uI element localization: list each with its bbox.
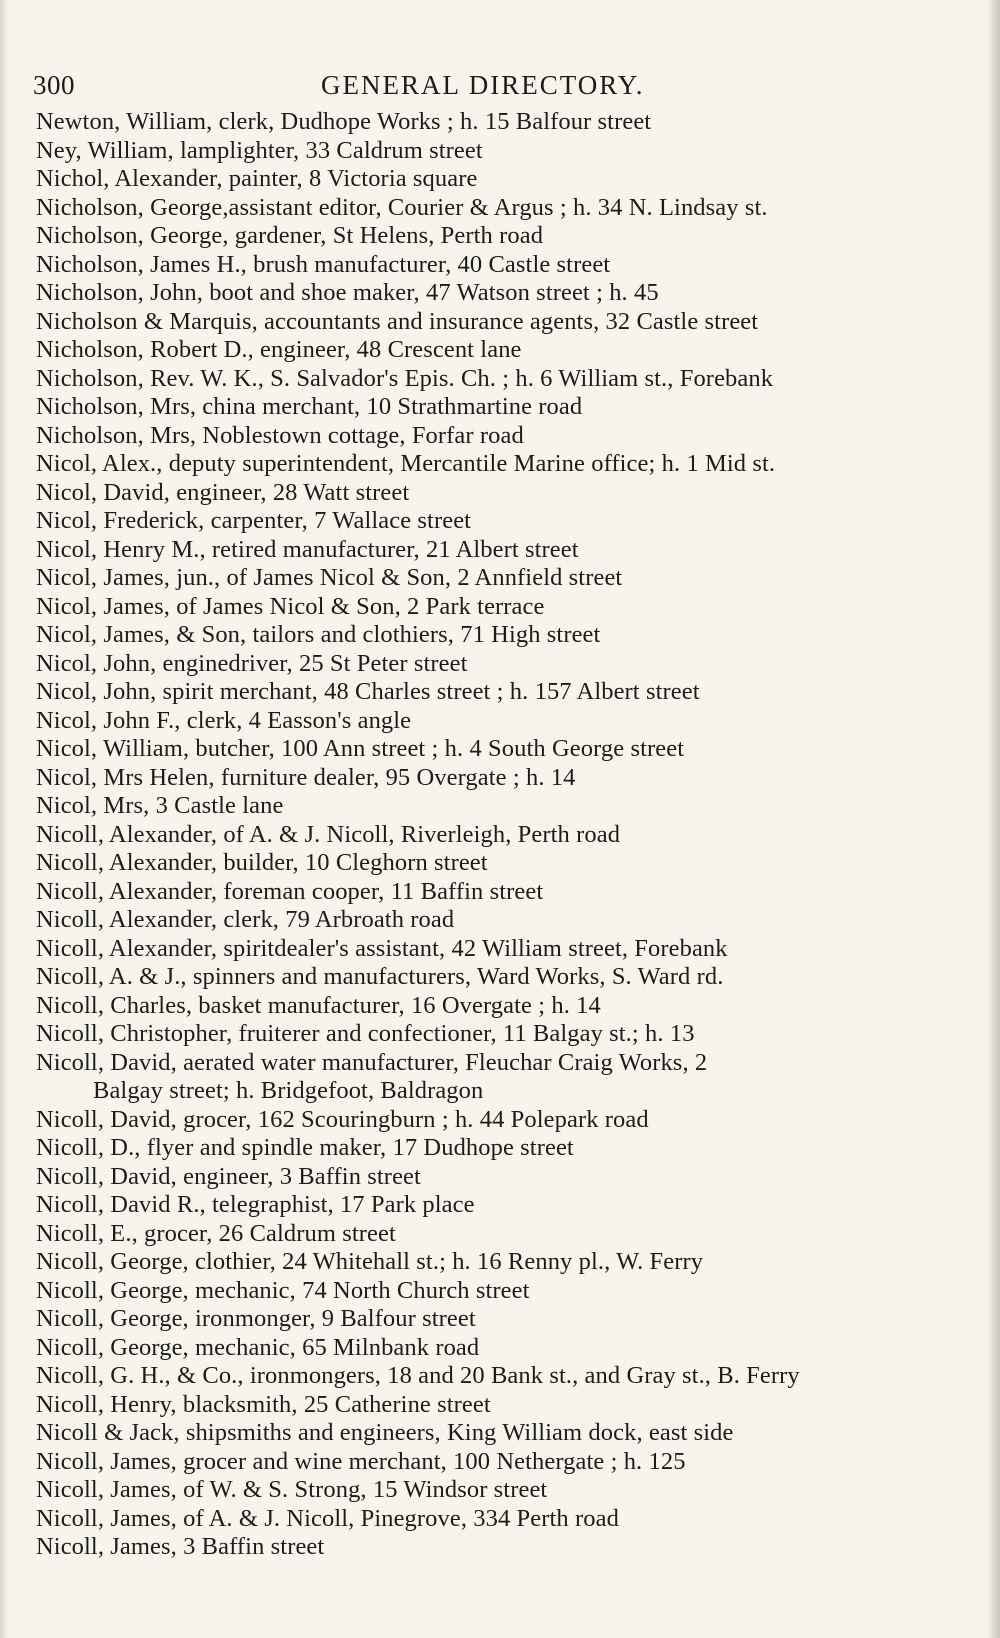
directory-entry: Nicoll, James, grocer and wine merchant, 100 Nethergate ; h. 125 (36, 1447, 686, 1475)
directory-entry: Nicol, James, of James Nicol & Son, 2 Park terrace (36, 592, 545, 620)
directory-entry: Nicoll, George, mechanic, 65 Milnbank road (36, 1333, 480, 1361)
running-title: GENERAL DIRECTORY. (321, 70, 645, 100)
directory-entry: Nicol, James, & Son, tailors and clothiers, 71 High street (36, 621, 601, 648)
directory-entry: Nicoll, David, grocer, 162 Scouringburn ; h. 44 Polepark road (36, 1105, 649, 1133)
directory-entry: Nicoll, G. H., & Co., ironmongers, 18 and 20 Bank st., and Gray st., B. Ferry (36, 1362, 800, 1389)
directory-entry: Nicoll, David R., telegraphist, 17 Park place (36, 1191, 475, 1218)
directory-entry: Nicoll, Alexander, of A. & J. Nicoll, Riverleigh, Perth road (36, 820, 621, 848)
directory-entry-continuation: Balgay street; h. Bridgefoot, Baldragon (93, 1077, 484, 1104)
directory-entry: Nicoll, Alexander, builder, 10 Cleghorn street (36, 849, 488, 876)
directory-entry: Nicholson, George,assistant editor, Courier & Argus ; h. 34 N. Lindsay st. (36, 193, 768, 221)
directory-entry: Nicoll, George, ironmonger, 9 Balfour street (36, 1305, 476, 1332)
directory-entry: Nicol, Mrs, 3 Castle lane (36, 792, 284, 819)
directory-entry: Nicoll, Henry, blacksmith, 25 Catherine street (36, 1390, 491, 1418)
directory-entry: Nicol, William, butcher, 100 Ann street ; h. 4 South George street (36, 735, 685, 762)
directory-entry: Nicoll, George, mechanic, 74 North Church street (36, 1276, 530, 1304)
directory-entry: Nicoll, Charles, basket manufacturer, 16 Overgate ; h. 14 (36, 991, 601, 1019)
directory-entry: Newton, William, clerk, Dudhope Works ; h. 15 Balfour street (36, 108, 652, 135)
directory-entry: Nicol, Alex., deputy superintendent, Mercantile Marine office; h. 1 Mid st. (36, 450, 776, 477)
page-edge-left (0, 0, 8, 1638)
directory-entry: Nicoll, D., flyer and spindle maker, 17 Dudhope street (36, 1134, 574, 1161)
directory-entry: Nichol, Alexander, painter, 8 Victoria square (36, 165, 478, 192)
page-edge-right (986, 0, 1000, 1638)
directory-entry: Nicoll, A. & J., spinners and manufacturers, Ward Works, S. Ward rd. (36, 963, 724, 990)
directory-entry: Nicol, Mrs Helen, furniture dealer, 95 Overgate ; h. 14 (36, 763, 576, 791)
directory-entry: Nicol, Henry M., retired manufacturer, 21 Albert street (36, 535, 579, 563)
directory-entry: Nicholson, James H., brush manufacturer, 40 Castle street (36, 250, 611, 278)
directory-entry: Nicholson, George, gardener, St Helens, Perth road (36, 222, 544, 249)
directory-entry: Nicoll, David, engineer, 3 Baffin street (36, 1162, 421, 1190)
directory-entry: Nicholson, Mrs, china merchant, 10 Strathmartine road (36, 393, 583, 420)
directory-entry: Nicol, David, engineer, 28 Watt street (36, 478, 410, 506)
directory-entry: Nicoll, E., grocer, 26 Caldrum street (36, 1219, 396, 1247)
directory-entry: Nicol, John, enginedriver, 25 St Peter street (36, 649, 468, 677)
directory-entry: Nicholson, John, boot and shoe maker, 47 Watson street ; h. 45 (36, 279, 659, 306)
directory-entry: Nicoll, David, aerated water manufacturer, Fleuchar Craig Works, 2 (36, 1048, 708, 1076)
directory-entry: Nicholson, Rev. W. K., S. Salvador's Epis. Ch. ; h. 6 William st., Forebank (36, 364, 774, 392)
directory-entry: Nicholson, Robert D., engineer, 48 Crescent lane (36, 336, 522, 363)
directory-entry: Nicoll, James, of A. & J. Nicoll, Pinegrove, 334 Perth road (36, 1504, 619, 1532)
directory-entry: Nicoll, Alexander, clerk, 79 Arbroath road (36, 906, 455, 933)
directory-entry: Nicol, Frederick, carpenter, 7 Wallace street (36, 507, 472, 534)
directory-entry: Nicoll, Christopher, fruiterer and confectioner, 11 Balgay st.; h. 13 (36, 1020, 695, 1047)
directory-entry: Nicol, John, spirit merchant, 48 Charles street ; h. 157 Albert street (36, 678, 700, 705)
page-header (33, 70, 933, 106)
directory-entry: Nicoll, James, 3 Baffin street (36, 1533, 325, 1560)
directory-entry: Nicholson, Mrs, Noblestown cottage, Forfar road (36, 421, 524, 449)
directory-entry: Nicol, John F., clerk, 4 Easson's angle (36, 706, 412, 734)
directory-entry: Nicol, James, jun., of James Nicol & Son, 2 Annfield street (36, 564, 623, 591)
directory-entry: Nicoll, James, of W. & S. Strong, 15 Windsor street (36, 1476, 548, 1503)
directory-entry: Ney, William, lamplighter, 33 Caldrum street (36, 136, 483, 164)
directory-entry: Nicoll, Alexander, spiritdealer's assistant, 42 William street, Forebank (36, 934, 728, 962)
directory-entry: Nicoll & Jack, shipsmiths and engineers, King William dock, east side (36, 1419, 734, 1446)
directory-entries (36, 108, 966, 1562)
directory-entry: Nicoll, George, clothier, 24 Whitehall st.; h. 16 Renny pl., W. Ferry (36, 1248, 704, 1275)
directory-entry: Nicholson & Marquis, accountants and insurance agents, 32 Castle street (36, 307, 759, 335)
directory-entry: Nicoll, Alexander, foreman cooper, 11 Baffin street (36, 877, 544, 905)
page-number: 300 (33, 70, 75, 100)
